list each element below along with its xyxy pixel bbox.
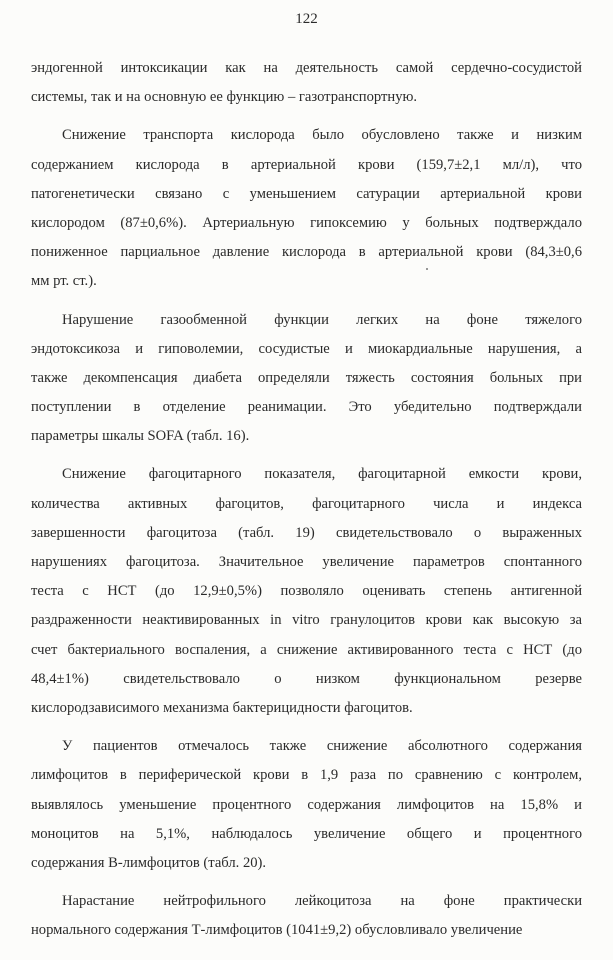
text-line: счет бактериального воспаления, а снижение активированного теста с НСТ (до [31, 641, 582, 658]
paragraph-gap [31, 723, 582, 732]
paragraph-gap [31, 112, 582, 121]
text-line: содержанием кислорода в артериальной крови (159,7±2,1 мл/л), что [31, 156, 582, 173]
text-line: моноцитов на 5,1%, наблюдалось увеличение общего и процентного [31, 825, 582, 842]
paragraph [31, 121, 582, 296]
text-line: мм рт. ст.). [31, 273, 97, 290]
text-line: раздраженности неактивированных in vitro гранулоцитов крови как высокую за [31, 612, 582, 629]
text-line: 48,4±1%) свидетельствовало о низком функциональном резерве [31, 670, 582, 687]
text-line: Снижение фагоцитарного показателя, фагоцитарной емкости крови, [62, 466, 582, 483]
scan-speck [426, 268, 428, 270]
text-line: выявлялось уменьшение процентного содержания лимфоцитов на 15,8% и [31, 796, 582, 813]
text-line: нормального содержания Т-лимфоцитов (1041±9,2) обусловливало увеличение [31, 922, 523, 939]
text-line: пониженное парциальное давление кислорода в артериальной крови (84,3±0,6 [31, 244, 582, 261]
page-number: 122 [295, 11, 318, 27]
paragraph-gap [31, 451, 582, 460]
text-line: завершенности фагоцитоза (табл. 19) свидетельствовало о выраженных [31, 524, 582, 541]
text-line: кислородзависимого механизма бактерицидности фагоцитов. [31, 699, 413, 716]
text-line: параметры шкалы SOFA (табл. 16). [31, 428, 250, 445]
paragraph-gap [31, 297, 582, 306]
text-line: поступлении в отделение реанимации. Это убедительно подтверждали [31, 399, 582, 416]
text-line: эндогенной интоксикации как на деятельность самой сердечно-сосудистой [31, 60, 582, 76]
text-line: Нарастание нейтрофильного лейкоцитоза на фоне практически [62, 893, 582, 910]
text-line: У пациентов отмечалось также снижение абсолютного содержания [62, 738, 582, 755]
paragraph [31, 306, 582, 452]
paragraph [31, 732, 582, 878]
text-line: Снижение транспорта кислорода было обусловлено также и низким [62, 127, 582, 144]
text-line: также декомпенсация диабета определяли тяжесть состояния больных при [31, 369, 582, 386]
paragraph [31, 54, 582, 112]
text-line: лимфоцитов в периферической крови в 1,9 раза по сравнению с контролем, [31, 767, 582, 784]
paragraph [31, 460, 582, 723]
paragraph-gap [31, 878, 582, 887]
text-line: Нарушение газообменной функции легких на фоне тяжелого [62, 311, 582, 328]
text-line: кислородом (87±0,6%). Артериальную гипоксемию у больных подтверждало [31, 214, 582, 231]
paragraph [31, 887, 582, 945]
text-line: количества активных фагоцитов, фагоцитарного числа и индекса [31, 495, 582, 512]
text-line: патогенетически связано с уменьшением сатурации артериальной крови [31, 185, 582, 202]
text-line: эндотоксикоза и гиповолемии, сосудистые и миокардиальные нарушения, а [31, 340, 582, 357]
text-line: системы, так и на основную ее функцию – газотранспортную. [31, 89, 418, 106]
text-line: теста с НСТ (до 12,9±0,5%) позволяло оценивать степень антигенной [31, 583, 582, 600]
text-line: нарушениях фагоцитоза. Значительное увеличение параметров спонтанного [31, 554, 582, 570]
text-line: содержания В-лимфоцитов (табл. 20). [31, 854, 267, 871]
document-body [31, 54, 582, 945]
